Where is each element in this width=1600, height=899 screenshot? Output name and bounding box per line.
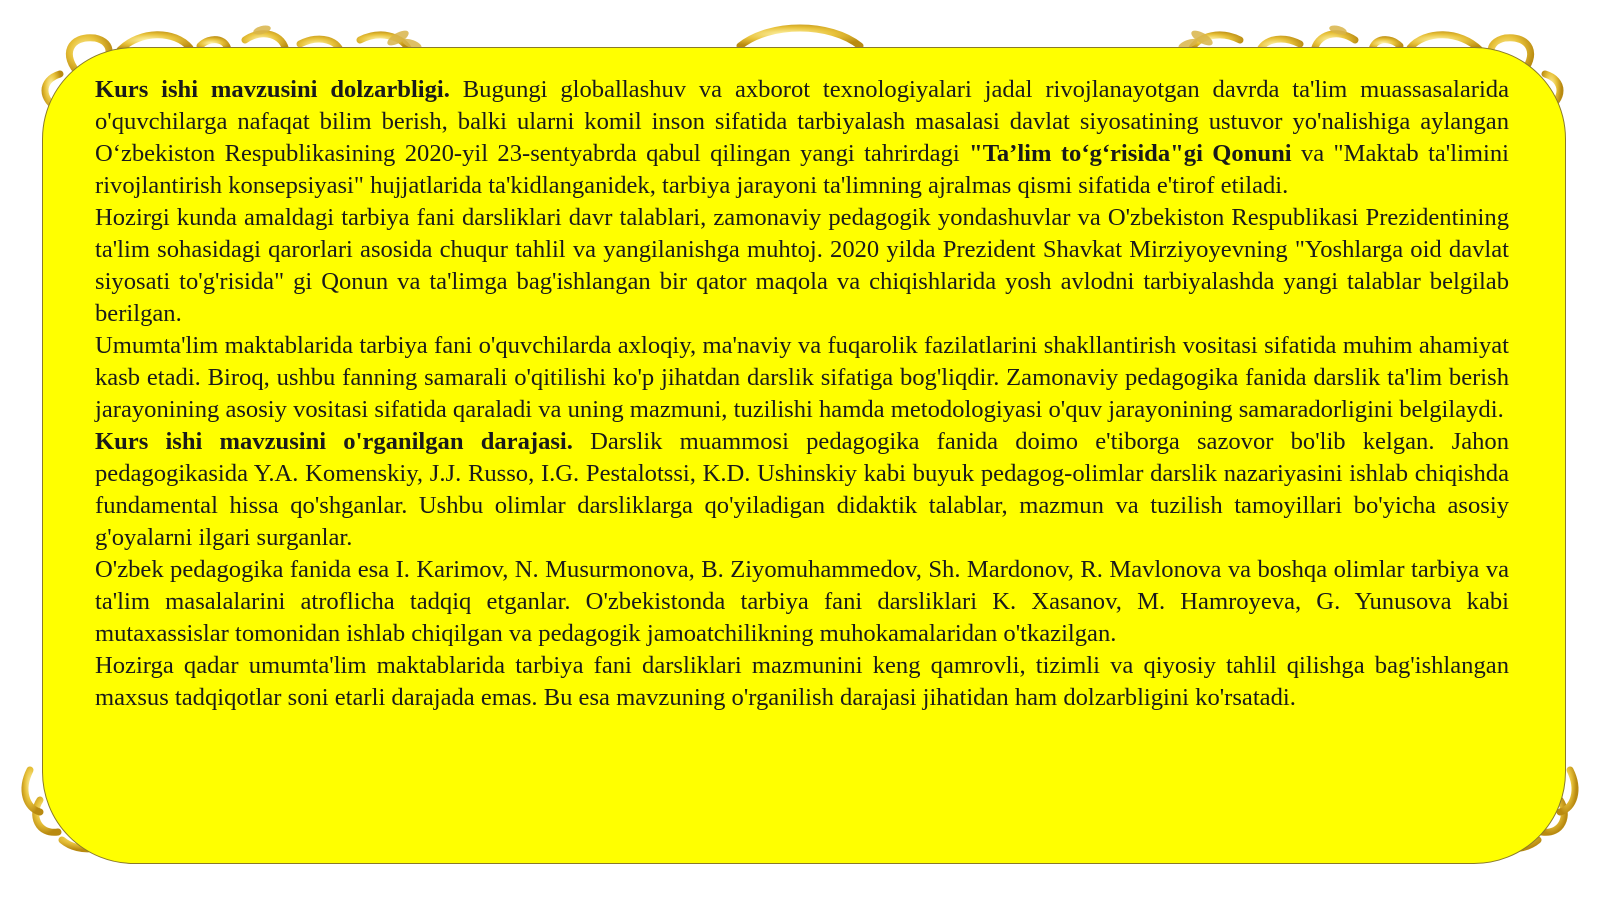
paragraph-study-level-text: Darslik muammosi pedagogika fanida doimo e'tiborga sazovor bo'lib kelgan. Jahon pedagogikasida Y.A. Komenskiy, J.J. Russo, I.G. Pestalotssi, K.D. Ushinskiy kabi buyuk pedagog-olimlar darslik nazariyasini ishlab chiqishda fundamental hissa qo'shganlar. Ushbu olimlar darsliklarga qo'yiladigan didaktik talablar, mazmun va tuzilish tamoyillari bo'yicha asosiy g'oyalarni ilgari surganlar. <box>95 428 1510 551</box>
heading-relevance: Kurs ishi mavzusini dolzarbligi. <box>95 76 450 103</box>
paragraph-relevance-text: Bugungi globallashuv va axborot texnologiyalari jadal rivojlanayotgan davrda ta'lim muassasalarida o'quvchilarga nafaqat bilim berish, balki ularni komil inson sifatida tarbiyalash masalasi davlat siyosatining ustuvor yo'nalishiga aylangan O‘zbekiston Respublikasining 2020-yil 23-sentyabrda qabul qilingan yangi tahrirdagi <box>95 76 1509 167</box>
text-panel <box>42 47 1566 864</box>
paragraph-conclusion: Hozirga qadar umumta'lim maktablarida tarbiya fani darsliklari mazmunini keng qamrovli, tizimli va qiyosiy tahlil qilishga bag'ishlangan maxsus tadqiqotlar soni etarli darajada emas. Bu esa mavzuning o'rganilish darajasi jihatidan ham dolzarbligini ko'rsatadi. <box>95 652 1509 711</box>
paragraph-relevance <box>95 74 1509 202</box>
paragraph-textbooks: Hozirgi kunda amaldagi tarbiya fani darsliklari davr talablari, zamonaviy pedagogik yondashuvlar va O'zbekiston Respublikasi Prezidentining ta'lim sohasidagi qarorlari asosida chuqur tahlil va yangilanishga muhtoj. 2020 yilda Prezident Shavkat Mirziyoyevning "Yoshlarga oid davlat siyosati to'g'risida" gi Qonun va ta'limga bag'ishlangan bir qator maqola va chiqishlarida yosh avlodni tarbiyalashda yangi talablar belgilab berilgan. <box>95 204 1509 327</box>
law-title: "Ta’lim to‘g‘risida"gi Qonuni <box>969 140 1292 167</box>
paragraph-relevance-text-end: va "Maktab ta'limini rivojlantirish konsepsiyasi" hujjatlarida ta'kidlanganidek, tarbiya jarayoni ta'limning ajralmas qismi sifatida e'tirof etiladi. <box>95 140 1510 199</box>
paragraph-uzbek-scholars: O'zbek pedagogika fanida esa I. Karimov, N. Musurmonova, B. Ziyomuhammedov, Sh. Mardonov, R. Mavlonova va boshqa olimlar tarbiya va ta'lim masalalarini atroflicha tadqiq etganlar. O'zbekistonda tarbiya fani darsliklari K. Xasanov, M. Hamroyeva, G. Yunusova kabi mutaxassislar tomonidan ishlab chiqilgan va pedagogik jamoatchilikning muhokamalaridan o'tkazilgan. <box>95 556 1509 647</box>
top-center-ornament <box>740 28 860 46</box>
paragraph-study-level <box>95 426 1509 554</box>
heading-study-level: Kurs ishi mavzusini o'rganilgan darajasi. <box>95 428 573 455</box>
paragraph-schools: Umumta'lim maktablarida tarbiya fani o'quvchilarda axloqiy, ma'naviy va fuqarolik fazilatlarini shakllantirish vositasi sifatida muhim ahamiyat kasb etadi. Biroq, ushbu fanning samarali o'qitilishi ko'p jihatdan darslik sifatiga bog'liqdir. Zamonaviy pedagogika fanida darslik ta'lim berish jarayonining asosiy vositasi sifatida qaraladi va uning mazmuni, tuzilishi hamda metodologiyasi o'quv jarayonining samaradorligini belgilaydi. <box>95 332 1509 423</box>
